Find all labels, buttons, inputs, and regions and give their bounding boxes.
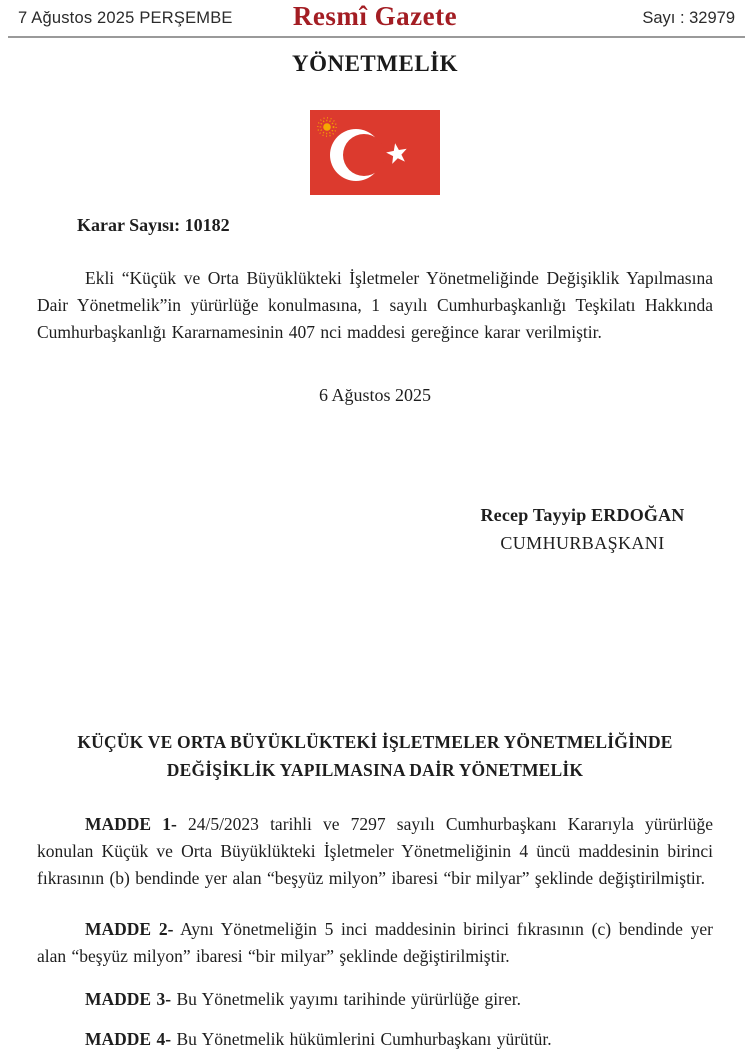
document-type-heading: YÖNETMELİK xyxy=(291,51,459,76)
article-1-text: 24/5/2023 tarihli ve 7297 sayılı Cumhurbaşkanı Kararıyla yürürlüğe konulan Küçük ve Orta Büyüklükteki İşletmeler Yönetmeliğinin 4 üncü maddesinin birinci fıkrasının (b) bendinde yer alan “beşyüz milyon” ibaresi “bir milyar” şeklinde değiştirilmiştir. xyxy=(37,813,714,888)
article-4-text: Bu Yönetmelik hükümlerini Cumhurbaşkanı yürütür. xyxy=(171,1028,552,1049)
gazette-issue-number: Sayı : 32979 xyxy=(642,9,735,27)
article-3-label: MADDE 3- xyxy=(85,988,172,1009)
article-1 xyxy=(37,811,713,892)
article-3 xyxy=(37,986,713,1013)
turkish-presidential-flag-image xyxy=(310,110,440,195)
gazette-date: 7 Ağustos 2025 PERŞEMBE xyxy=(18,9,233,27)
signature-block xyxy=(430,505,735,554)
article-2 xyxy=(37,916,713,970)
article-1-label: MADDE 1- xyxy=(85,813,177,834)
article-2-label: MADDE 2- xyxy=(85,918,174,939)
president-title: CUMHURBAŞKANI xyxy=(500,533,665,553)
president-name: Recep Tayyip ERDOĞAN xyxy=(480,505,685,525)
crescent-inner xyxy=(343,134,385,176)
flag-graphic xyxy=(310,110,440,195)
decision-number: Karar Sayısı: 10182 xyxy=(77,215,230,235)
intro-paragraph: Ekli “Küçük ve Orta Büyüklükteki İşletmeler Yönetmeliğinde Değişiklik Yapılmasına Dair Yönetmelik”in yürürlüğe konulmasına, 1 sayılı Cumhurbaşkanlığı Teşkilatı Hakkında Cumhurbaşkanlığı Kararnamesinin 407 nci maddesi gereğince karar verilmiştir. xyxy=(37,267,713,342)
decision-date: 6 Ağustos 2025 xyxy=(318,385,432,405)
article-3-text: Bu Yönetmelik yayımı tarihinde yürürlüğe girer. xyxy=(171,988,521,1009)
header-divider xyxy=(8,36,745,38)
regulation-title-line2: DEĞİŞİKLİK YAPILMASINA DAİR YÖNETMELİK xyxy=(166,760,584,780)
regulation-title-line1: KÜÇÜK VE ORTA BÜYÜKLÜKTEKİ İŞLETMELER YÖNETMELİĞİNDE xyxy=(77,732,673,752)
article-4 xyxy=(37,1026,713,1053)
article-4-label: MADDE 4- xyxy=(85,1028,172,1049)
regulation-title xyxy=(37,728,713,784)
gazette-title: Resmî Gazete xyxy=(292,1,458,31)
article-2-text: Aynı Yönetmeliğin 5 inci maddesinin birinci fıkrasının (c) bendinde yer alan “beşyüz milyon” ibaresi “bir milyar” şeklinde değiştirilmiştir. xyxy=(37,918,713,966)
